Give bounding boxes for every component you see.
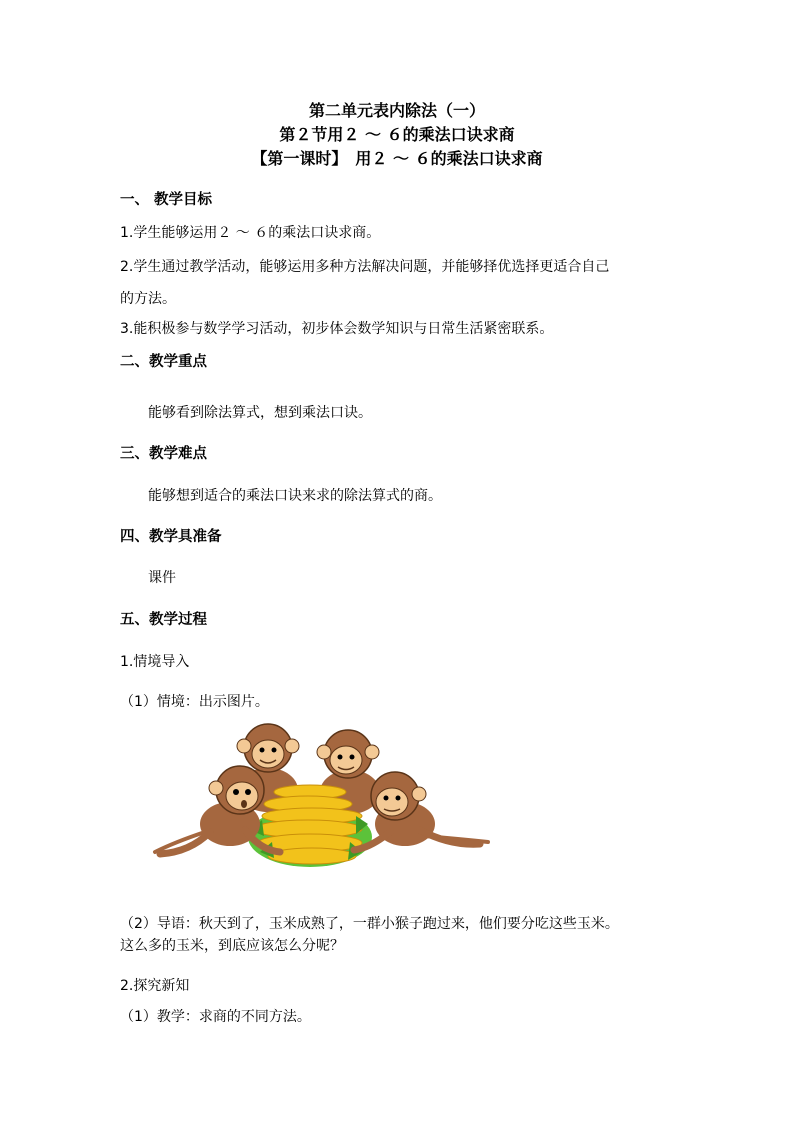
step-1-1: （1）情境：出示图片。 — [120, 694, 269, 710]
process-heading: 五、教学过程 — [120, 612, 207, 628]
preparation-text: 课件 — [148, 570, 176, 586]
key-points-heading: 二、教学重点 — [120, 354, 207, 370]
objectives-heading: 一、 教学目标 — [120, 192, 213, 208]
difficulty-text: 能够想到适合的乘法口诀来求的除法算式的商。 — [148, 488, 442, 504]
objective-item-2-line-1: 2.学生通过教学活动，能够运用多种方法解决问题，并能够择优选择更适合自己 — [120, 259, 610, 275]
monkeys-corn-illustration — [150, 712, 495, 872]
objective-item-3: 3.能积极参与数学学习活动，初步体会数学知识与日常生活紧密联系。 — [120, 321, 554, 337]
document-title: 第二单元表内除法（一） — [308, 101, 485, 120]
step-2: 2.探究新知 — [120, 978, 190, 994]
lesson-title: 【第一课时】 用２ ～ ６的乘法口诀求商 — [251, 149, 543, 168]
step-1-2-line-1: （2）导语：秋天到了，玉米成熟了，一群小猴子跑过来，他们要分吃这些玉米。 — [120, 916, 619, 932]
step-1: 1.情境导入 — [120, 654, 190, 670]
difficulty-heading: 三、教学难点 — [120, 446, 207, 462]
objective-item-1: 1.学生能够运用２ ～ ６的乘法口诀求商。 — [120, 225, 381, 241]
section-subtitle: 第２节用２ ～ ６的乘法口诀求商 — [279, 125, 515, 144]
step-2-1: （1）教学：求商的不同方法。 — [120, 1009, 311, 1025]
objective-item-2-line-2: 的方法。 — [120, 291, 176, 307]
preparation-heading: 四、教学具准备 — [120, 529, 222, 545]
key-points-text: 能够看到除法算式，想到乘法口诀。 — [148, 405, 372, 421]
step-1-2-line-2: 这么多的玉米，到底应该怎么分呢？ — [120, 938, 344, 954]
